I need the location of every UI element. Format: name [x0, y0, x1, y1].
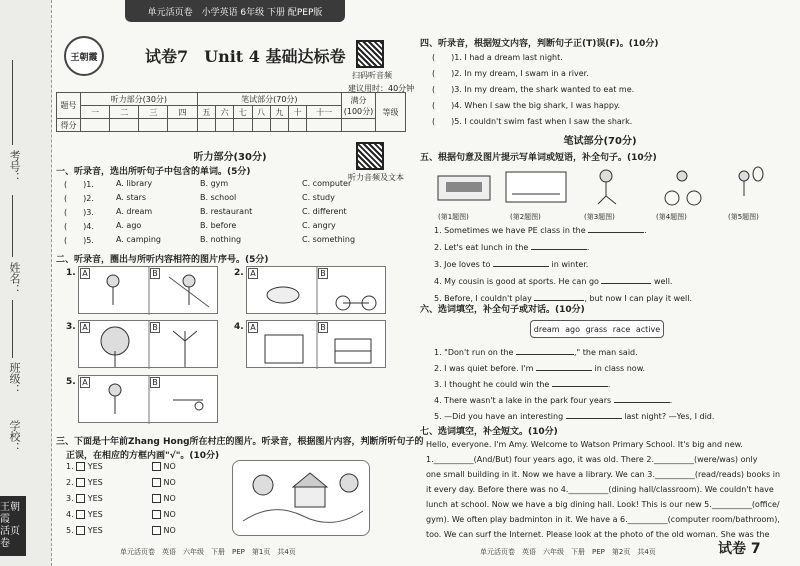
dining-hall-icon — [506, 172, 566, 202]
answer-blank[interactable] — [536, 370, 592, 371]
q5-pictures — [432, 164, 772, 208]
village-icon — [233, 461, 371, 537]
people-scene-icon — [79, 267, 219, 315]
footer-left: 单元活页卷 英语 六年级 下册 PEP 第1页 共4页 — [120, 548, 296, 556]
exam-number-label: 考号： — [8, 150, 21, 183]
no-checkbox[interactable] — [152, 510, 161, 519]
qr-caption: 扫码听音频 — [352, 71, 392, 80]
q2-1-pictures[interactable] — [78, 266, 218, 314]
room-icon — [247, 321, 387, 369]
badminton-icon — [79, 376, 219, 424]
answer-blank[interactable] — [566, 418, 622, 419]
yes-checkbox[interactable] — [76, 462, 85, 471]
q6-title: 六、选词填空，补全句子或对话。(10分) — [420, 305, 585, 315]
writing-header: 笔试部分(70分) — [563, 136, 637, 147]
qr-code-icon[interactable] — [356, 142, 384, 170]
word-bank: dream ago grass race active — [530, 320, 664, 338]
answer-blank[interactable] — [531, 249, 587, 250]
answer-blank[interactable] — [534, 300, 584, 301]
top-banner: 单元活页卷 小学英语 6年级 下册 配PEP版 — [125, 0, 345, 22]
tree-icon — [79, 321, 219, 369]
q1-title: 一、听录音，选出所听句子中包含的单词。(5分) — [56, 167, 251, 177]
listening-header: 听力部分(30分) — [193, 152, 267, 163]
answer-blank[interactable] — [552, 386, 608, 387]
q2-4-pictures[interactable] — [246, 320, 386, 368]
cycling-child-icon — [665, 171, 701, 205]
school-label: 学校： — [8, 420, 21, 453]
page-title: 试卷7 Unit 4 基础达标卷 — [145, 47, 346, 66]
q2-title: 二、听录音，圈出与所听内容相符的图片序号。(5分) — [56, 255, 269, 265]
q4-title: 四、听录音，根据短文内容，判断句子正(T)误(F)。(10分) — [420, 39, 659, 49]
tennis-child-icon — [739, 167, 763, 196]
q2-5-pictures[interactable] — [78, 375, 218, 423]
page-tag: 试卷 7 — [718, 541, 761, 557]
gym-building-icon — [438, 176, 490, 200]
q5-title: 五、根据句意及图片提示写单词或短语，补全句子。(10分) — [420, 153, 657, 163]
horse-bike-icon — [247, 267, 387, 315]
name-label: 姓名： — [8, 262, 21, 295]
answer-blank[interactable] — [614, 402, 670, 403]
answer-blank[interactable] — [493, 266, 549, 267]
answer-blank[interactable] — [588, 232, 644, 233]
answer-blank[interactable] — [516, 354, 574, 355]
no-checkbox[interactable] — [152, 478, 161, 487]
no-checkbox[interactable] — [152, 494, 161, 503]
yes-checkbox[interactable] — [76, 478, 85, 487]
brand-tab: 王朝霞 活页卷 — [0, 496, 26, 556]
q3-title: 三、下面是十年前Zhang Hong所在村庄的图片。听录音，根据图片内容，判断所听句子的 — [56, 437, 424, 447]
time-note: 建议用时：40分钟 — [348, 84, 415, 93]
yes-checkbox[interactable] — [76, 526, 85, 535]
no-checkbox[interactable] — [152, 462, 161, 471]
qr-caption: 听力音频及文本 — [348, 173, 404, 182]
skating-child-icon — [598, 170, 616, 204]
yes-checkbox[interactable] — [76, 494, 85, 503]
answer-blank[interactable] — [601, 283, 651, 284]
binding-margin — [0, 0, 52, 566]
footer-right: 单元活页卷 英语 六年级 下册 PEP 第2页 共4页 — [480, 548, 656, 556]
q2-2-pictures[interactable] — [246, 266, 386, 314]
q3-title-2: 正误，在相应的方框内画"√"。(10分) — [66, 451, 220, 461]
exam-sheet: 考号： 姓名： 班级： 学校： 王朝霞 活页卷 单元活页卷 小学英语 6年级 下册 配PEP版 王朝霞 试卷7 Unit 4 基础达标卷 扫码听音频 建议用时：40分钟 题号 听力部分(30分) 笔试部分(70分) 满分(100分) 等级 一 二 三 四 五 六 七 八 九 十 十一 得分 听力部分(30分) 听力音频及文本 一、听录音，选出所听句子中包含的单词。(5分) ( )1. A. library B. gym C. computer ( )2. A. stars B. school C. study ( )3. A. dream B. restaurant C. different ( )4. A. ago B. before C. angry ( )5. A. camping B. nothing C. something 二、听录音，圈出与所听内容相符的图片序号。(5分) 1. A B 2. A B 3. A B 4. A B 5. A B 三、下面是十年前Zhang Hong所在村庄的图片。听录音，根据图片内容，判断所听句子的 正误，在相应的方框内画"√"。(10分) 1. YES NO 2. YES NO 3. YES NO 4. YES NO 5. YES NO 单元活页卷 英语 六年级 下册 PEP 第1页 共4页 四、听录音，根据短文内容，判断句子正(T)误(F)。(10分) ( )1. I had a dream last night. ( )2. In my dream, I swam in a river. ( )3. In my dream, the shark wanted to eat me. ( )4. When I saw the big shark, I was happy. ( )5. I couldn't swim fast when I saw the shark. 笔试部分(70分) 五、根据句意及图片提示写单词或短语，补全句子。(10分) (第1题图) (第2题图) (第3题图) (第4题图) (第5题图) 1. Sometimes we have PE class in the . 2. Let's eat lunch in the . 3. Joe loves to in winter. 4. My cousin is good at sports. He can go well. 5. Before, I couldn't play , but now I can play it well. 六、选词填空，补全句子或对话。(10分) dream ago grass race active 1. "Don't run on the ," the man said. 2. I was quiet before. I'm in class now. 3. I thought he could win the . 4. There wasn't a lake in the park four years . 5. —Did you have an interesting last night? —Yes, I did. 七、选词填空，补全短文。(10分) Hello, everyone. I'm Amy. Welcome to Watson Primary School. It's big and new. 1.__________(And/But) four years ago, it was old. There 2.__________(were/was) only one small building in it. Now we have a library. We can 3.__________(read/reads) books in it every day. Before there was no 4.__________(dining hall/classroom). We couldn't have lunch at school. Now we have a big dining hall. Look! This is our new 5.__________(office/ gym). We often play badminton in it. We have a 6.__________(computer room/bathroom), too. We can surf the Internet. Please look at the photo of the old woman. She was the 单元活页卷 英语 六年级 下册 PEP 第2页 共4页 试卷 7 — [0, 0, 800, 566]
q2-3-pictures[interactable] — [78, 320, 218, 368]
qr-code-icon[interactable] — [356, 40, 384, 68]
class-label: 班级： — [8, 362, 21, 395]
no-checkbox[interactable] — [152, 526, 161, 535]
q7-title: 七、选词填空，补全短文。(10分) — [420, 427, 558, 437]
yes-checkbox[interactable] — [76, 510, 85, 519]
village-picture — [232, 460, 370, 536]
brand-seal-icon: 王朝霞 — [64, 36, 104, 76]
score-table: 题号 听力部分(30分) 笔试部分(70分) 满分(100分) 等级 一 二 三 四 五 六 七 八 九 十 十一 得分 — [56, 92, 406, 132]
